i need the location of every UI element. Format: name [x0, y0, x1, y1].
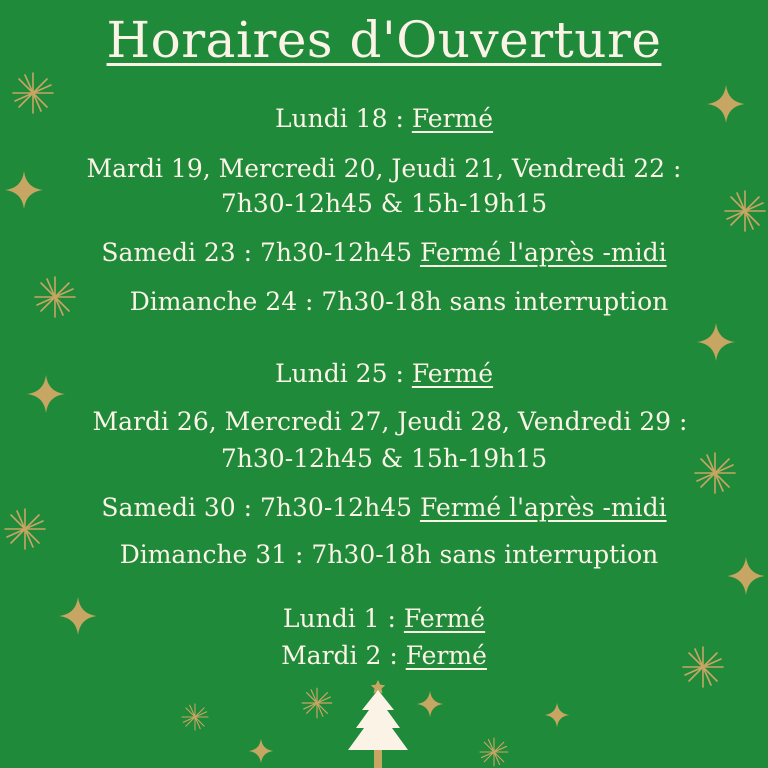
week2-weekdays	[0, 405, 768, 439]
sparkle-icon	[706, 84, 746, 124]
closed-status: Fermé	[405, 641, 487, 670]
starburst-icon	[300, 686, 334, 720]
day-label: Samedi 30 : 7h30-12h45	[101, 493, 413, 522]
day-label: Dimanche 31 : 7h30-18h sans interruption	[119, 540, 659, 569]
christmas-tree-icon	[340, 676, 416, 768]
page-title	[0, 8, 768, 72]
week1-monday	[0, 102, 768, 136]
sparkle-icon	[26, 374, 66, 414]
week2-hours	[0, 442, 768, 476]
days-label: Mardi 26, Mercredi 27, Jeudi 28, Vendredi 29 :	[92, 407, 688, 436]
starburst-icon	[722, 188, 768, 234]
week1-sunday	[0, 285, 768, 319]
title-text: Horaires d'Ouverture	[106, 11, 662, 69]
week1-hours	[0, 187, 768, 221]
day-label: Lundi 1 :	[282, 604, 396, 633]
week1-weekdays	[0, 152, 768, 186]
sparkle-icon	[416, 690, 444, 718]
newyear-tuesday	[0, 639, 768, 673]
sparkle-icon	[4, 170, 44, 210]
sparkle-icon	[696, 322, 736, 362]
day-label: Lundi 25 :	[274, 359, 404, 388]
week2-monday	[0, 357, 768, 391]
closed-status: Fermé	[411, 359, 494, 388]
week1-saturday	[0, 236, 768, 270]
starburst-icon	[692, 450, 738, 496]
day-label: Dimanche 24 : 7h30-18h sans interruption	[129, 287, 669, 316]
newyear-monday	[0, 602, 768, 636]
starburst-icon	[2, 506, 48, 552]
starburst-icon	[478, 736, 510, 768]
hours-label: 7h30-12h45 & 15h-19h15	[220, 189, 548, 218]
day-label: Samedi 23 : 7h30-12h45	[101, 238, 413, 267]
starburst-icon	[180, 702, 210, 732]
sparkle-icon	[726, 556, 766, 596]
closed-status: Fermé	[411, 104, 494, 133]
sparkle-icon	[58, 596, 98, 636]
day-label: Mardi 2 :	[281, 641, 398, 670]
starburst-icon	[680, 644, 726, 690]
closed-status: Fermé l'après -midi	[419, 493, 667, 522]
week2-saturday	[0, 491, 768, 525]
week2-sunday	[0, 538, 768, 572]
day-label: Lundi 18 :	[274, 104, 404, 133]
closed-status: Fermé	[403, 604, 486, 633]
starburst-icon	[10, 70, 56, 116]
hours-label: 7h30-12h45 & 15h-19h15	[220, 444, 548, 473]
starburst-icon	[32, 274, 78, 320]
sparkle-icon	[248, 738, 274, 764]
days-label: Mardi 19, Mercredi 20, Jeudi 21, Vendredi 22 :	[86, 154, 682, 183]
closed-status: Fermé l'après -midi	[419, 238, 667, 267]
sparkle-icon	[544, 702, 570, 728]
